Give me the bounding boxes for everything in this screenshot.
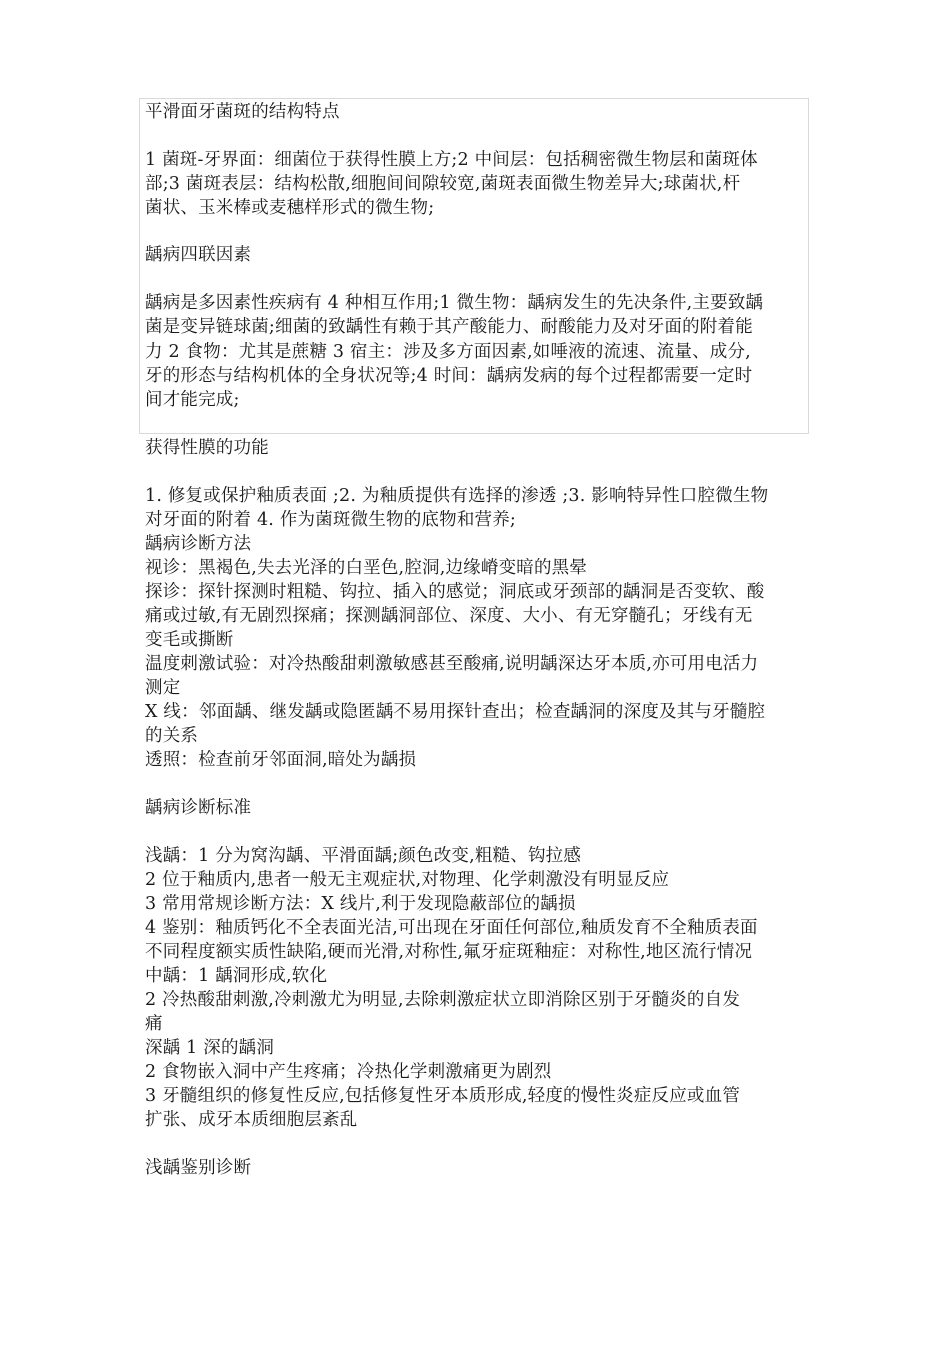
paragraph-line: 2 食物嵌入洞中产生疼痛；冷热化学刺激痛更为剧烈	[145, 1062, 552, 1082]
paragraph-line: 扩张、成牙本质细胞层紊乱	[145, 1110, 358, 1130]
section-heading-caries-factors: 龋病四联因素	[145, 245, 252, 265]
section-heading-pellicle-function: 获得性膜的功能	[145, 438, 269, 458]
paragraph-line: 痛或过敏,有无剧烈探痛；探测龋洞部位、深度、大小、有无穿髓孔；牙线有无	[145, 606, 753, 626]
paragraph-line: 龋病是多因素性疾病有 4 种相互作用;1 微生物：龋病发生的先决条件,主要致龋	[145, 293, 764, 313]
section-heading-diagnosis-methods: 龋病诊断方法	[145, 534, 252, 554]
paragraph-line: 力 2 食物：尤其是蔗糖 3 宿主：涉及多方面因素,如唾液的流速、流量、成分,	[145, 342, 751, 362]
section-heading-shallow-caries-differential: 浅龋鉴别诊断	[145, 1158, 252, 1178]
paragraph-line: 透照：检查前牙邻面洞,暗处为龋损	[145, 750, 417, 770]
paragraph-line: 牙的形态与结构机体的全身状况等;4 时间：龋病发病的每个过程都需要一定时	[145, 366, 753, 386]
paragraph-line: 痛	[145, 1014, 163, 1034]
paragraph-line: 1. 修复或保护釉质表面 ;2. 为釉质提供有选择的渗透 ;3. 影响特异性口腔微生物	[145, 486, 769, 506]
paragraph-line: 2 冷热酸甜刺激,冷刺激尤为明显,去除刺激症状立即消除区别于牙髓炎的自发	[145, 990, 741, 1010]
paragraph-line: 变毛或撕断	[145, 630, 234, 650]
paragraph-line: 中龋：1 龋洞形成,软化	[145, 966, 328, 986]
paragraph-line: 部;3 菌斑表层：结构松散,细胞间间隙较宽,菌斑表面微生物差异大;球菌状,杆	[145, 174, 741, 194]
paragraph-line: 不同程度额实质性缺陷,硬而光滑,对称性,氟牙症斑釉症：对称性,地区流行情况	[145, 942, 753, 962]
paragraph-line: 的关系	[145, 726, 199, 746]
section-heading-diagnosis-criteria: 龋病诊断标准	[145, 798, 252, 818]
paragraph-line: 探诊：探针探测时粗糙、钩拉、插入的感觉；洞底或牙颈部的龋洞是否变软、酸	[145, 582, 765, 602]
paragraph-line: 温度刺激试验：对冷热酸甜刺激敏感甚至酸痛,说明龋深达牙本质,亦可用电活力	[145, 654, 759, 674]
paragraph-line: 3 常用常规诊断方法：X 线片,利于发现隐蔽部位的龋损	[145, 894, 576, 914]
section-heading-plaque-structure: 平滑面牙菌斑的结构特点	[145, 102, 340, 122]
paragraph-line: 菌是变异链球菌;细菌的致龋性有赖于其产酸能力、耐酸能力及对牙面的附着能	[145, 317, 753, 337]
paragraph-line: 浅龋：1 分为窝沟龋、平滑面龋;颜色改变,粗糙、钩拉感	[145, 846, 582, 866]
paragraph-line: 1 菌斑-牙界面：细菌位于获得性膜上方;2 中间层：包括稠密微生物层和菌斑体	[145, 150, 758, 170]
paragraph-line: 2 位于釉质内,患者一般无主观症状,对物理、化学刺激没有明显反应	[145, 870, 670, 890]
paragraph-line: 3 牙髓组织的修复性反应,包括修复性牙本质形成,轻度的慢性炎症反应或血管	[145, 1086, 741, 1106]
paragraph-line: 对牙面的附着 4. 作为菌斑微生物的底物和营养;	[145, 510, 517, 530]
paragraph-line: 测定	[145, 678, 181, 698]
paragraph-line: X 线：邻面龋、继发龋或隐匿龋不易用探针查出；检查龋洞的深度及其与牙髓腔	[145, 702, 766, 722]
paragraph-line: 4 鉴别：釉质钙化不全表面光洁,可出现在牙面任何部位,釉质发育不全釉质表面	[145, 918, 758, 938]
paragraph-line: 深龋 1 深的龋洞	[145, 1038, 275, 1058]
paragraph-line: 菌状、玉米棒或麦穗样形式的微生物;	[145, 198, 435, 218]
paragraph-line: 视诊：黑褐色,失去光泽的白垩色,腔洞,边缘嵴变暗的黑晕	[145, 558, 588, 578]
paragraph-line: 间才能完成;	[145, 390, 240, 410]
